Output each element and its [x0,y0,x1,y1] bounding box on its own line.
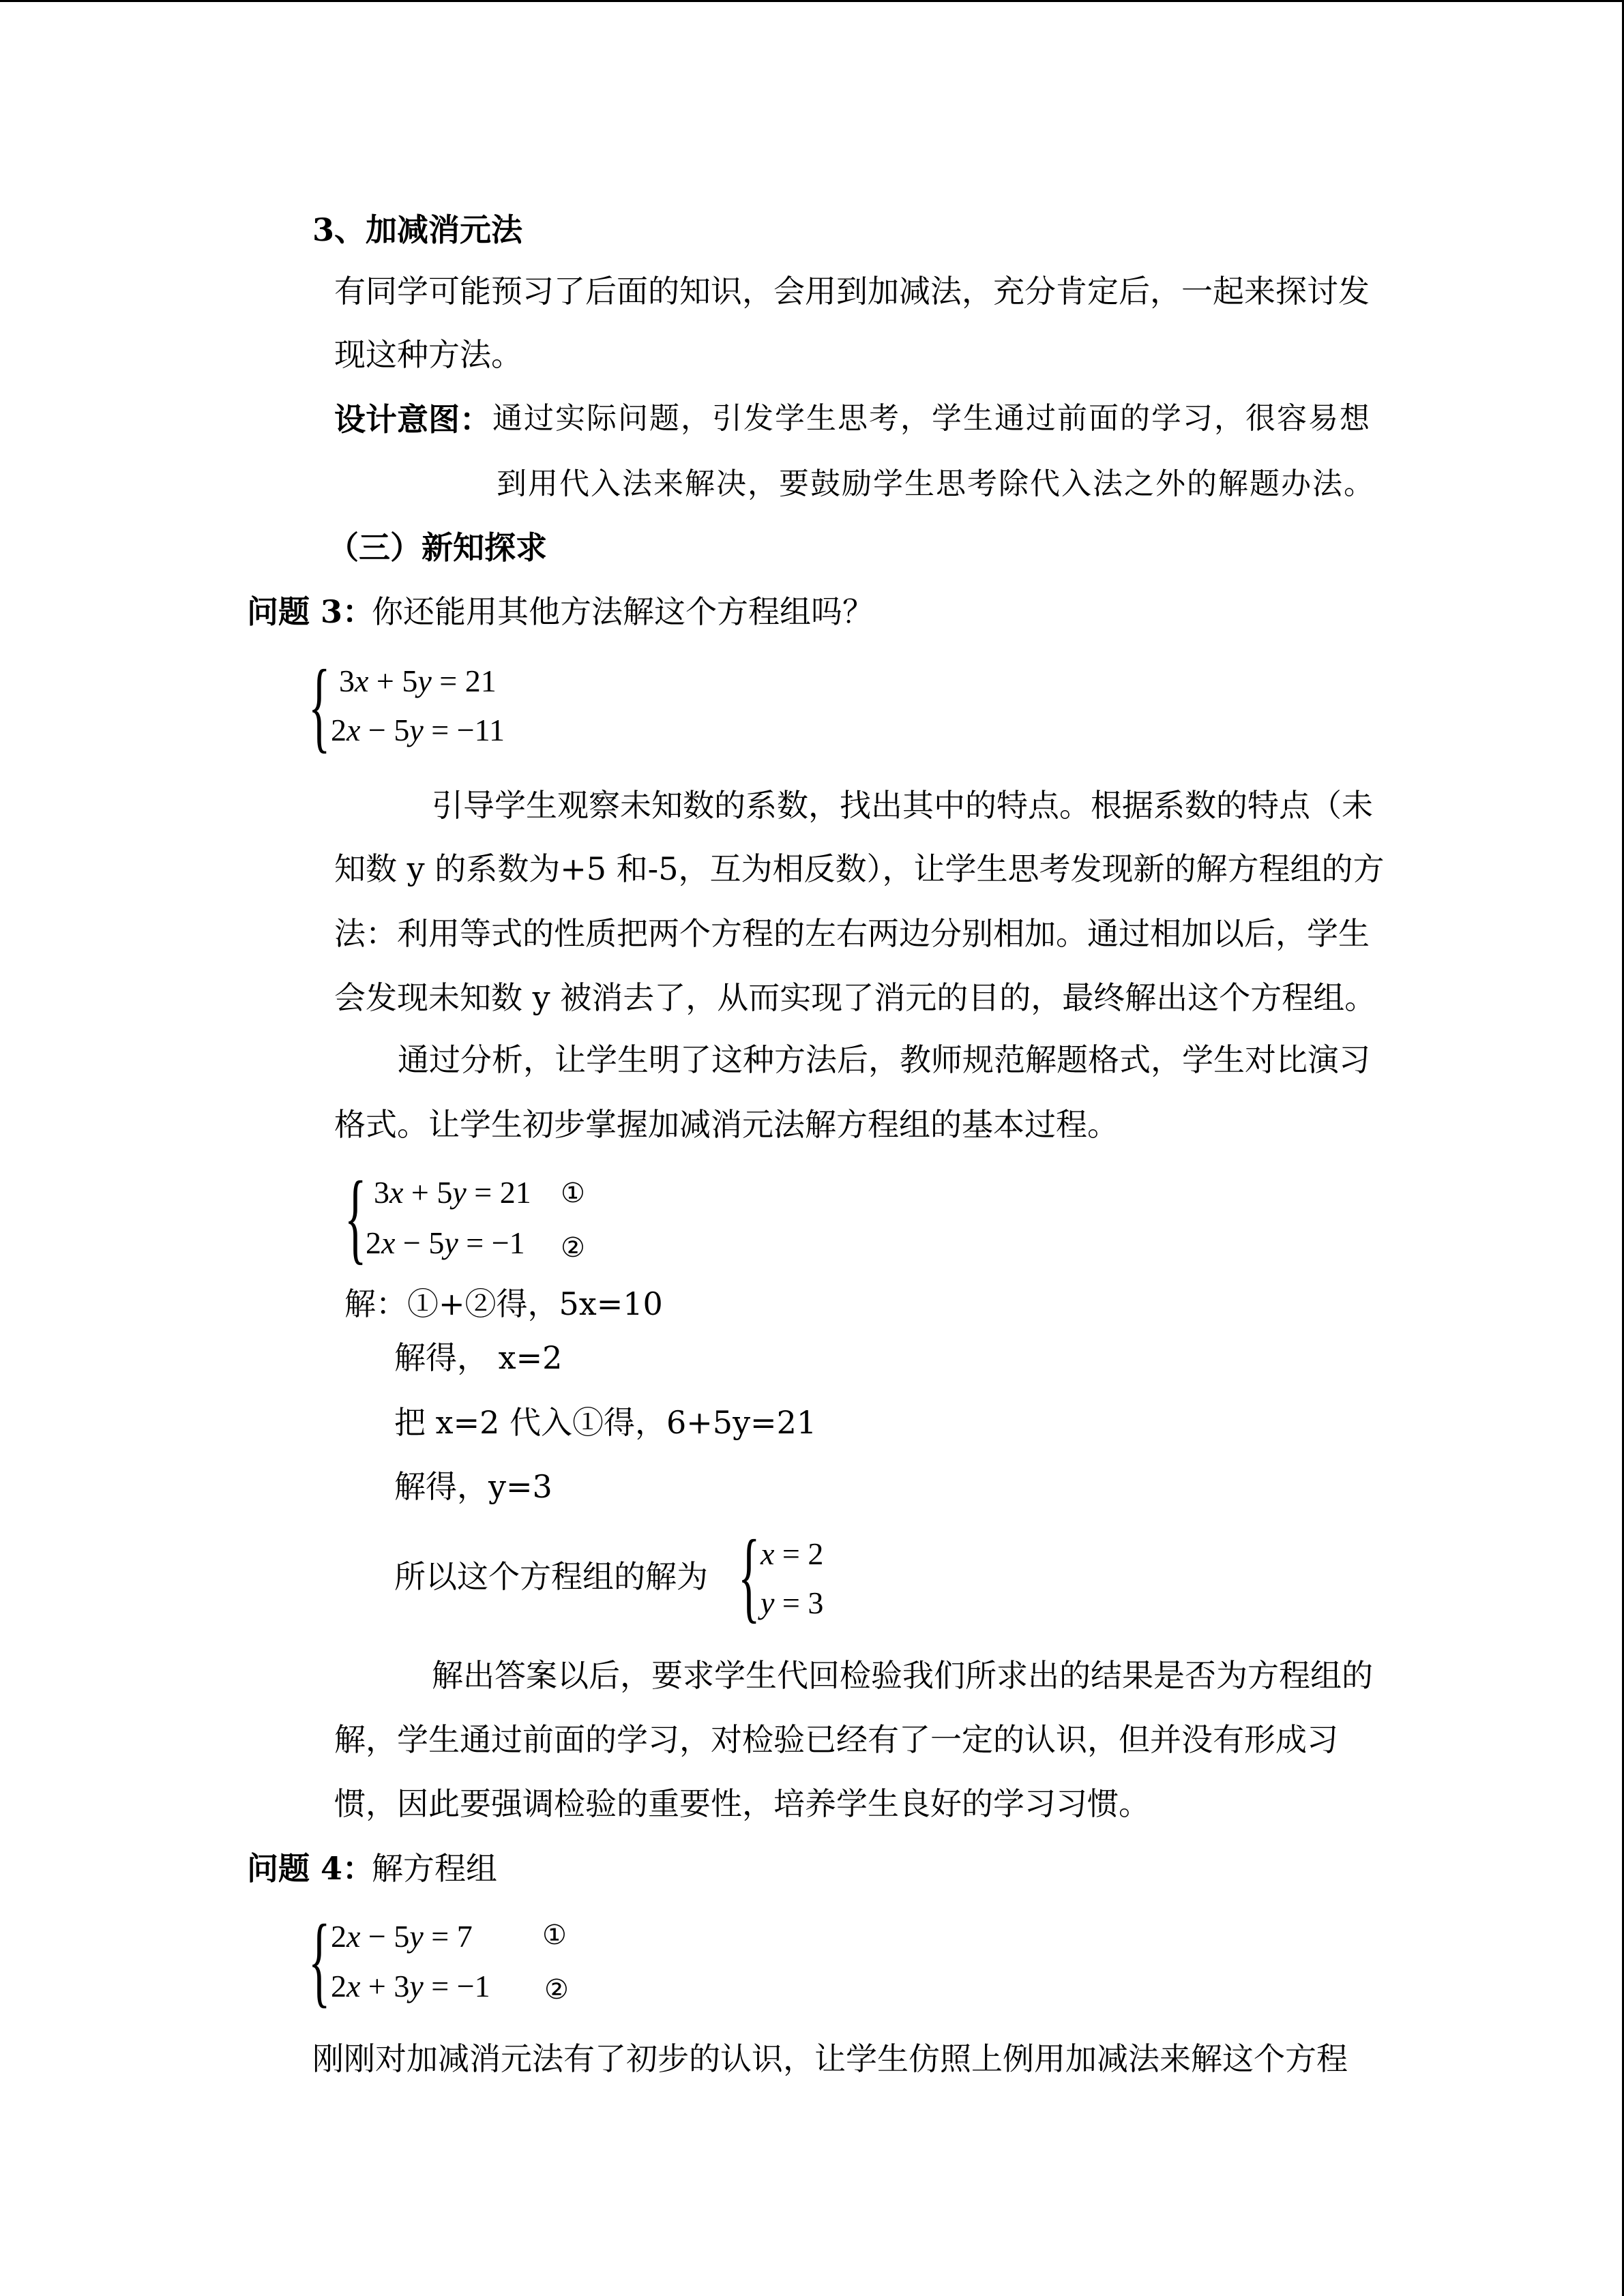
paragraph-line: 现这种方法。 [334,336,522,373]
section-heading: 3、加减消元法 [312,211,523,248]
solution-step: 解：①+②得，5x=10 [344,1285,663,1322]
paragraph-line: 通过分析，让学生明了这种方法后，教师规范解题格式，学生对比演习 [398,1041,1370,1078]
paragraph-line: 会发现未知数 y 被消去了，从而实现了消元的目的，最终解出这个方程组。 [334,979,1376,1016]
brace-symbol: { [344,1161,367,1274]
problem-question: 解方程组 [372,1850,497,1887]
brace-symbol: { [308,1904,331,2017]
design-intent-label: 设计意图： [334,401,491,438]
paragraph-line: 惯，因此要强调检验的重要性，培养学生良好的学习习惯。 [334,1785,1150,1822]
equation: 2x − 5y = 7 [331,1919,473,1954]
equation: 2x + 3y = −1 [331,1969,490,2003]
paragraph-line: 解出答案以后，要求学生代回检验我们所求出的结果是否为方程组的 [432,1657,1373,1694]
paragraph-line: 知数 y 的系数为+5 和-5，互为相反数），让学生思考发现新的解方程组的方 [334,850,1385,887]
paragraph-line: 格式。让学生初步掌握加减消元法解方程组的基本过程。 [334,1106,1119,1143]
equation: 2x − 5y = −1 [366,1225,525,1260]
solution-step: 所以这个方程组的解为 [394,1558,708,1595]
equation-marker: ① [561,1178,585,1209]
section-heading: （三）新知探求 [327,529,547,566]
design-intent-line: 通过实际问题，引发学生思考，学生通过前面的学习，很容易想 [492,401,1371,436]
problem-label: 问题 3： [247,593,374,630]
paragraph-line: 引导学生观察未知数的系数，找出其中的特点。根据系数的特点（未 [432,787,1373,824]
solution-step: 解得，y=3 [394,1468,552,1505]
brace-symbol: { [738,1519,761,1632]
equation: 2x − 5y = −11 [331,713,505,747]
equation-marker: ① [542,1920,567,1951]
paragraph-line: 解，学生通过前面的学习，对检验已经有了一定的认识，但并没有形成习 [334,1721,1338,1758]
equation-marker: ② [544,1974,569,2006]
equation: 3x + 5y = 21 [374,1175,531,1210]
design-intent-line: 到用代入法来解决，要鼓励学生思考除代入法之外的解题办法。 [497,466,1375,501]
problem-question: 你还能用其他方法解这个方程组吗？ [372,593,874,630]
solution-step: 解得， x=2 [394,1339,563,1376]
equation-marker: ② [561,1232,585,1264]
solution-step: 把 x=2 代入①得，6+5y=21 [394,1404,817,1441]
answer: x = 2 [761,1536,824,1571]
problem-label: 问题 4： [247,1850,374,1887]
equation: 3x + 5y = 21 [339,664,497,698]
paragraph-line: 有同学可能预习了后面的知识，会用到加减法，充分肯定后，一起来探讨发 [334,273,1370,310]
brace-symbol: { [308,649,331,762]
answer: y = 3 [761,1585,824,1620]
paragraph-line: 刚刚对加减消元法有了初步的认识，让学生仿照上例用加减法来解这个方程 [312,2040,1348,2077]
paragraph-line: 法：利用等式的性质把两个方程的左右两边分别相加。通过相加以后，学生 [334,915,1370,952]
page-top-border [0,0,1624,2]
